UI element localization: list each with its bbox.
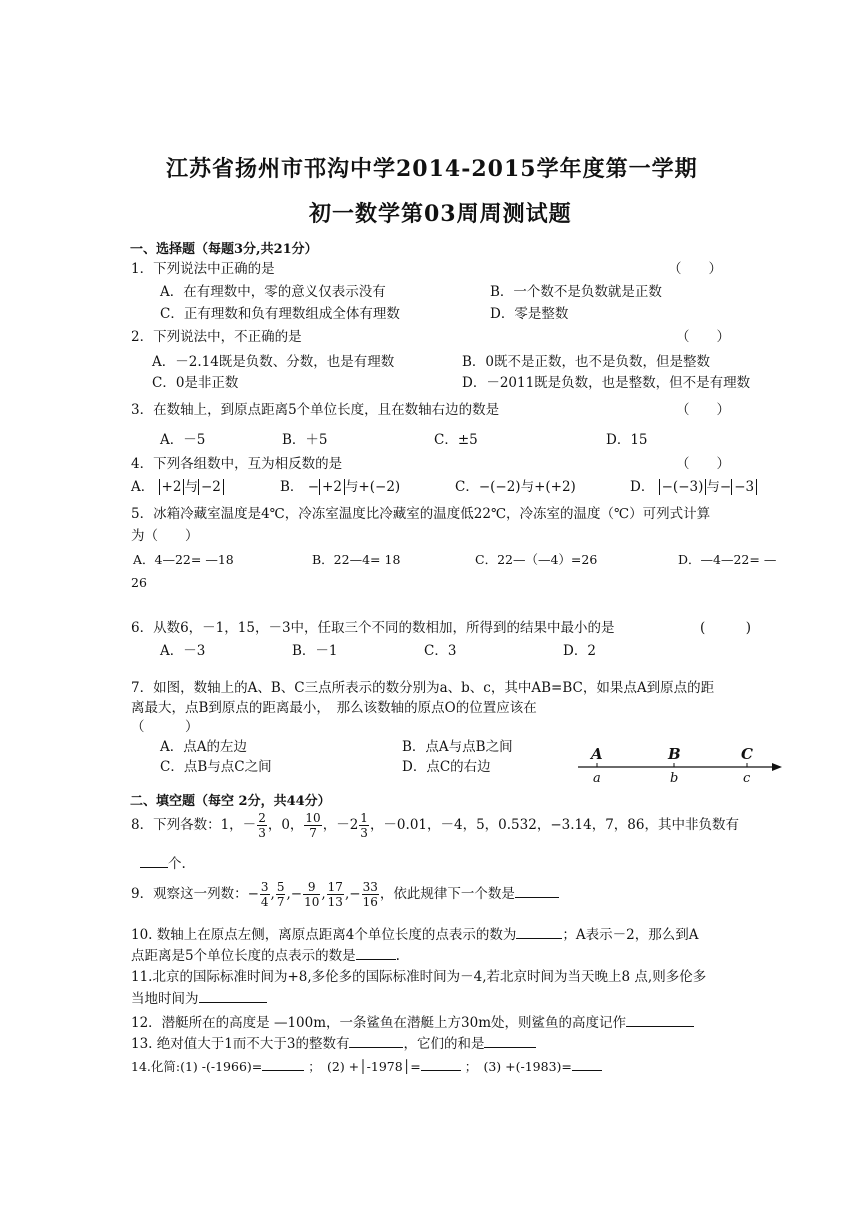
q3-answer-paren: （ ） bbox=[676, 402, 730, 418]
q10-line-1b: ；A表示－2，那么到A bbox=[562, 927, 699, 943]
q9-sep-4: ,− bbox=[344, 886, 361, 902]
q10-blank-2[interactable] bbox=[356, 947, 396, 960]
q13-line bbox=[131, 1035, 536, 1053]
q7-option-a: A．点A的左边 bbox=[160, 739, 247, 755]
value-label-b: b bbox=[670, 771, 679, 786]
q5-option-d: D．—4—22= — bbox=[678, 552, 777, 567]
q9-line bbox=[131, 880, 559, 909]
q7-answer-paren: （ ） bbox=[131, 719, 199, 735]
q11-line-1: 11.北京的国际标准时间为+8,多伦多的国际标准时间为－4,若北京时间为当天晚上8 点,则多伦多 bbox=[131, 969, 707, 985]
q2-option-b: B．0既不是正数，也不是负数，但是整数 bbox=[462, 354, 711, 370]
q9-f4-num: 17 bbox=[327, 880, 343, 894]
q4-option-d bbox=[630, 478, 757, 496]
value-label-c: c bbox=[743, 771, 751, 786]
q1-option-d: D．零是整数 bbox=[490, 306, 569, 322]
q8-f3-den: 3 bbox=[360, 826, 368, 840]
q5-option-b: B．22—4= 18 bbox=[312, 552, 401, 567]
q4-d-mid: 与− bbox=[706, 479, 732, 495]
section-choice-heading: 一、选择题（每题3分,共21分） bbox=[130, 242, 318, 257]
q10-line-2-end: . bbox=[395, 948, 400, 964]
q13-blank-2[interactable] bbox=[484, 1035, 536, 1048]
q5-stem-line-2: 为（ ） bbox=[131, 528, 199, 544]
q5-option-d-continued: 26 bbox=[131, 575, 147, 590]
q4-option-b-label: B． bbox=[280, 479, 304, 495]
q7-option-b: B．点A与点B之间 bbox=[402, 739, 513, 755]
q14-text-c: ； (3) +(-1983)= bbox=[464, 1059, 572, 1074]
q9-blank[interactable] bbox=[515, 885, 559, 898]
q14-blank-1[interactable] bbox=[262, 1058, 304, 1071]
q14-text-a: 14.化简:(1) -(-1966)= bbox=[131, 1059, 263, 1074]
q12-line bbox=[131, 1014, 694, 1032]
q9-f3-num: 9 bbox=[303, 880, 320, 895]
q5-option-a: A．4—22= —18 bbox=[133, 552, 234, 567]
q4-d-abs-1: −(−3) bbox=[659, 479, 707, 495]
q4-option-b bbox=[280, 478, 400, 496]
q13-text-b: ，它们的和是 bbox=[403, 1036, 485, 1052]
q1-stem: 1．下列说法中正确的是 bbox=[131, 261, 275, 277]
point-label-c: C bbox=[741, 745, 753, 763]
q7-option-c: C．点B与点C之间 bbox=[160, 759, 272, 775]
q4-a-mid: 与 bbox=[184, 479, 198, 495]
q4-answer-paren: （ ） bbox=[676, 456, 730, 472]
q10-blank-1[interactable] bbox=[516, 926, 562, 939]
q4-option-a bbox=[131, 478, 224, 496]
q7-stem-line-2: 离最大，点B到原点的距离最小， 那么该数轴的原点O的位置应该在 bbox=[131, 700, 537, 716]
q9-post: ，依此规律下一个数是 bbox=[379, 886, 515, 902]
q3-stem: 3．在数轴上，到原点距离5个单位长度，且在数轴右边的数是 bbox=[131, 402, 500, 418]
q8-f1-num: 2 bbox=[258, 811, 266, 825]
value-label-a: a bbox=[593, 771, 601, 786]
q6-option-d: D．2 bbox=[563, 643, 596, 659]
q12-blank[interactable] bbox=[626, 1014, 694, 1027]
q8-fraction-1 bbox=[257, 811, 267, 840]
q4-stem: 4．下列各组数中，互为相反数的是 bbox=[131, 456, 343, 472]
q4-b-mid: 与+(−2) bbox=[344, 479, 401, 495]
q6-stem: 6．从数6，－1，15，－3中，任取三个不同的数相加，所得到的结果中最小的是 bbox=[131, 620, 615, 636]
q9-f1-num: 3 bbox=[260, 880, 269, 894]
q4-a-abs-1: +2 bbox=[159, 479, 185, 495]
q6-answer-paren: ( ) bbox=[700, 620, 752, 636]
point-label-b: B bbox=[668, 745, 681, 763]
q9-pre: 9．观察这一列数：− bbox=[131, 886, 259, 902]
q1-option-c: C．正有理数和负有理数组成全体有理数 bbox=[160, 306, 400, 322]
q4-option-d-label: D． bbox=[630, 479, 655, 495]
q4-option-c: C．−(−2)与+(+2) bbox=[455, 479, 576, 495]
q14-blank-3[interactable] bbox=[572, 1058, 602, 1071]
q8-mid-1: ，0， bbox=[267, 817, 304, 833]
q9-sep-2: ,− bbox=[286, 886, 303, 902]
q2-answer-paren: （ ） bbox=[676, 329, 730, 345]
q11-line-2 bbox=[131, 990, 267, 1008]
q9-f1-den: 4 bbox=[260, 895, 269, 909]
q7-stem-line-1: 7．如图，数轴上的A、B、C三点所表示的数分别为a、b、c，其中AB=BC，如果点A到原点的距 bbox=[131, 680, 715, 696]
q8-f2-num: 10 bbox=[305, 811, 321, 825]
q8-f3-num: 1 bbox=[360, 811, 368, 825]
q3-option-d: D．15 bbox=[606, 432, 648, 448]
q2-option-a: A．－2.14既是负数、分数，也是有理数 bbox=[152, 354, 395, 370]
q6-option-b: B．－1 bbox=[292, 643, 338, 659]
q10-line-1a: 10. 数轴上在原点左侧，离原点距离4个单位长度的点表示的数为 bbox=[131, 927, 517, 943]
q8-line-1 bbox=[131, 811, 739, 840]
q10-line-1 bbox=[131, 926, 698, 944]
q3-option-b: B．＋5 bbox=[282, 432, 328, 448]
q12-text: 12．潜艇所在的高度是 —100m，一条鲨鱼在潜艇上方30m处，则鲨鱼的高度记作 bbox=[131, 1015, 627, 1031]
q9-f5-num: 33 bbox=[362, 880, 378, 894]
q9-f2-den: 7 bbox=[276, 895, 285, 909]
q9-fraction-5 bbox=[362, 880, 379, 909]
q9-fraction-4 bbox=[327, 880, 344, 909]
q11-line-2-text: 当地时间为 bbox=[131, 991, 199, 1007]
q8-blank[interactable] bbox=[140, 855, 168, 868]
q4-option-a-label: A． bbox=[131, 479, 155, 495]
q4-d-abs-2: −3 bbox=[731, 479, 757, 495]
q3-option-a: A．－5 bbox=[160, 432, 206, 448]
q6-option-c: C．3 bbox=[424, 643, 457, 659]
q4-a-abs-2: −2 bbox=[198, 479, 224, 495]
section-fill-heading: 二、填空题（每空 2分，共44分） bbox=[130, 794, 331, 809]
q2-option-c: C．0是非正数 bbox=[152, 375, 239, 391]
q4-b-abs: +2 bbox=[319, 479, 345, 495]
q9-fraction-3 bbox=[303, 880, 320, 909]
q10-line-2 bbox=[131, 947, 400, 965]
q13-text-a: 13. 绝对值大于1而不大于3的整数有 bbox=[131, 1036, 350, 1052]
q3-option-c: C．±5 bbox=[434, 432, 478, 448]
q7-option-d: D．点C的右边 bbox=[402, 759, 491, 775]
q8-mid-2: ，－2 bbox=[322, 817, 359, 833]
q14-text-b: ； (2) +│-1978│= bbox=[308, 1059, 421, 1074]
q9-f4-den: 13 bbox=[327, 895, 343, 909]
title-line-1: 江苏省扬州市邗沟中学2014-2015学年度第一学期 bbox=[166, 156, 698, 182]
q8-f1-den: 3 bbox=[258, 826, 266, 840]
q9-sep-3: , bbox=[321, 886, 326, 902]
q5-stem-line-1: 5．冰箱冷藏室温度是4℃，冷冻室温度比冷藏室的温度低22℃，冷冻室的温度（℃）可列式计算 bbox=[131, 506, 711, 522]
q9-f2-num: 5 bbox=[276, 880, 285, 894]
q14-line bbox=[131, 1058, 602, 1076]
q14-blank-2[interactable] bbox=[421, 1058, 461, 1071]
q6-option-a: A．－3 bbox=[160, 643, 206, 659]
q9-sep-1: , bbox=[270, 886, 275, 902]
point-label-a: A bbox=[591, 745, 603, 763]
q8-pre: 8．下列各数：1，－ bbox=[131, 817, 257, 833]
q10-line-2-text: 点距离是5个单位长度的点表示的数是 bbox=[131, 948, 356, 964]
number-line-arrow bbox=[772, 763, 782, 771]
q8-line-2 bbox=[140, 855, 186, 873]
q13-blank-1[interactable] bbox=[349, 1035, 403, 1048]
q9-fraction-2 bbox=[276, 880, 286, 909]
q1-option-b: B．一个数不是负数就是正数 bbox=[490, 284, 662, 300]
q9-f5-den: 16 bbox=[362, 895, 378, 909]
q11-blank[interactable] bbox=[199, 990, 267, 1003]
q9-fraction-1 bbox=[260, 880, 270, 909]
q9-f3-den: 10 bbox=[304, 895, 320, 909]
q8-line-2-text: 个. bbox=[168, 856, 186, 872]
q2-stem: 2．下列说法中，不正确的是 bbox=[131, 329, 302, 345]
q8-fraction-3 bbox=[359, 811, 369, 840]
q1-option-a: A．在有理数中，零的意义仅表示没有 bbox=[160, 284, 386, 300]
q4-b-pre: − bbox=[307, 479, 320, 495]
q5-option-c: C．22—（—4）=26 bbox=[475, 552, 598, 567]
q8-post: ，－0.01，－4，5，0.532，−3.14，7，86，其中非负数有 bbox=[369, 817, 739, 833]
q1-answer-paren: （ ） bbox=[668, 261, 722, 277]
q2-option-d: D．－2011既是负数，也是整数，但不是有理数 bbox=[462, 375, 751, 391]
q8-f2-den: 7 bbox=[309, 826, 317, 840]
title-line-2: 初一数学第03周周测试题 bbox=[309, 201, 572, 227]
q8-fraction-2 bbox=[304, 811, 321, 840]
